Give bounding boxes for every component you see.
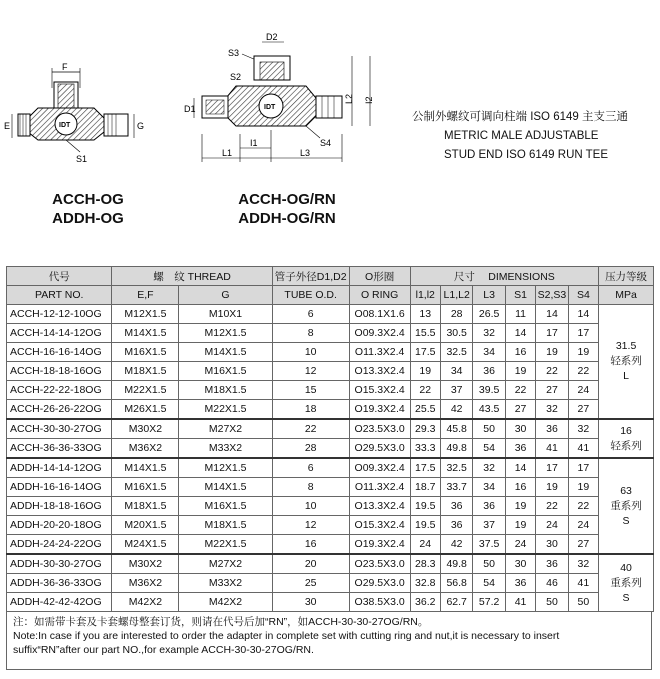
header-tube-en: TUBE O.D. xyxy=(272,286,349,305)
part-number-cell: ACCH-26-26-22OG xyxy=(7,400,112,420)
label-G: G xyxy=(137,121,145,131)
table-cell: 22 xyxy=(536,497,568,516)
table-row xyxy=(7,381,654,400)
pressure-code: L xyxy=(623,370,629,382)
table-cell: 22 xyxy=(410,381,440,400)
table-cell: 19 xyxy=(536,343,568,362)
pressure-mpa: 63 xyxy=(620,484,632,497)
table-cell: 14 xyxy=(505,324,535,343)
table-cell: 36 xyxy=(473,362,505,381)
table-cell: 20 xyxy=(272,554,349,574)
right-fitting-drawing xyxy=(180,30,400,170)
table-cell: M18X1.5 xyxy=(112,497,179,516)
part-number-cell: ACCH-16-16-14OG xyxy=(7,343,112,362)
table-cell: 24 xyxy=(568,381,598,400)
table-cell: 17 xyxy=(536,324,568,343)
table-cell: O19.3X2.4 xyxy=(349,535,410,555)
table-cell: 36 xyxy=(536,419,568,439)
table-cell: 25.5 xyxy=(410,400,440,420)
table-cell: M33X2 xyxy=(179,439,272,459)
part-number-cell: ADDH-20-20-18OG xyxy=(7,516,112,535)
table-cell: M14X1.5 xyxy=(179,343,272,362)
table-cell: M18X1.5 xyxy=(112,362,179,381)
table-cell: 36 xyxy=(536,554,568,574)
table-cell: 49.8 xyxy=(440,439,472,459)
header-part-cn: 代号 xyxy=(7,267,112,286)
note-cn: 注：如需带卡套及卡套螺母整套订货，则请在代号后加“RN”，如ACCH-30-30-27OG/RN。 xyxy=(13,616,429,628)
table-cell: 19 xyxy=(505,497,535,516)
table-cell: 34 xyxy=(473,343,505,362)
part-number-cell: ACCH-18-18-16OG xyxy=(7,362,112,381)
table-cell: 30 xyxy=(536,535,568,555)
table-cell: 22 xyxy=(505,381,535,400)
table-cell: 30.5 xyxy=(440,324,472,343)
header-tube-cn: 管子外径D1,D2 xyxy=(272,267,349,286)
table-row xyxy=(7,305,654,324)
table-cell: M12X1.5 xyxy=(179,324,272,343)
table-cell: O09.3X2.4 xyxy=(349,324,410,343)
table-cell: 6 xyxy=(272,305,349,324)
order-note xyxy=(6,612,652,670)
table-cell: 16 xyxy=(505,343,535,362)
table-cell: 41 xyxy=(568,574,598,593)
table-cell: 30 xyxy=(272,593,349,612)
table-cell: 50 xyxy=(568,593,598,612)
table-cell: M16X1.5 xyxy=(112,478,179,497)
description-en-1: METRIC MALE ADJUSTABLE xyxy=(444,130,599,142)
table-row xyxy=(7,593,654,612)
table-cell: M12X1.5 xyxy=(112,305,179,324)
table-cell: 54 xyxy=(473,439,505,459)
table-cell: 32.5 xyxy=(440,458,472,478)
table-cell: 24 xyxy=(536,516,568,535)
table-cell: 28.3 xyxy=(410,554,440,574)
table-cell: M27X2 xyxy=(179,419,272,439)
pressure-mpa: 31.5 xyxy=(615,340,637,352)
table-row xyxy=(7,478,654,497)
description-en-2: STUD END ISO 6149 RUN TEE xyxy=(444,149,609,161)
table-cell: O13.3X2.4 xyxy=(349,497,410,516)
table-cell: 36.2 xyxy=(410,593,440,612)
part-number-cell: ACCH-22-22-18OG xyxy=(7,381,112,400)
idt-logo-2: IDT xyxy=(264,104,276,111)
pressure-rating-cell xyxy=(599,419,654,458)
pressure-rating-cell xyxy=(599,554,654,612)
table-cell: M20X1.5 xyxy=(112,516,179,535)
table-cell: 36 xyxy=(473,497,505,516)
table-cell: 12 xyxy=(272,516,349,535)
table-cell: 15 xyxy=(272,381,349,400)
table-cell: 6 xyxy=(272,458,349,478)
header-pressure-en: MPa xyxy=(599,286,654,305)
part-number-cell: ACCH-30-30-27OG xyxy=(7,419,112,439)
table-row xyxy=(7,343,654,362)
table-cell: M30X2 xyxy=(112,554,179,574)
table-cell: M30X2 xyxy=(112,419,179,439)
table-cell: 27 xyxy=(505,400,535,420)
table-cell: M22X1.5 xyxy=(179,535,272,555)
table-cell: 34 xyxy=(440,362,472,381)
table-row xyxy=(7,400,654,420)
pressure-mpa: 40 xyxy=(620,561,632,574)
table-cell: 36 xyxy=(440,497,472,516)
table-cell: 39.5 xyxy=(473,381,505,400)
table-cell: M16X1.5 xyxy=(112,343,179,362)
table-row xyxy=(7,535,654,555)
table-cell: O15.3X2.4 xyxy=(349,381,410,400)
table-cell: M22X1.5 xyxy=(112,381,179,400)
table-cell: M24X1.5 xyxy=(112,535,179,555)
table-cell: 42 xyxy=(440,400,472,420)
table-cell: 32.5 xyxy=(440,343,472,362)
table-cell: M18X1.5 xyxy=(179,381,272,400)
table-cell: 32 xyxy=(473,324,505,343)
header-S1: S1 xyxy=(505,286,535,305)
part-number-cell: ADDH-42-42-42OG xyxy=(7,593,112,612)
note-en-1: Note:In case if you are interested to order the adapter in complete set with cutting ring and nut,it is necessary to insert xyxy=(13,630,560,642)
label-D1: D1 xyxy=(184,104,196,114)
label-S4: S4 xyxy=(320,138,332,148)
label-I2: I2 xyxy=(364,96,374,104)
table-cell: 34 xyxy=(473,478,505,497)
table-cell: 14 xyxy=(568,305,598,324)
table-row xyxy=(7,439,654,459)
part-number-cell: ACCH-12-12-10OG xyxy=(7,305,112,324)
table-cell: O29.5X3.0 xyxy=(349,574,410,593)
table-cell: 37 xyxy=(440,381,472,400)
note-en-2: suffix“RN”after our part NO.,for example ACCH-30-30-27OG/RN. xyxy=(13,644,314,656)
table-cell: 19 xyxy=(568,343,598,362)
header-oring-cn: O形圈 xyxy=(349,267,410,286)
header-S2S3: S2,S3 xyxy=(536,286,568,305)
header-L1L2: L1,L2 xyxy=(440,286,472,305)
table-cell: 14 xyxy=(536,305,568,324)
table-cell: 17.5 xyxy=(410,458,440,478)
table-cell: 10 xyxy=(272,343,349,362)
label-L3: L3 xyxy=(300,148,311,158)
table-cell: 43.5 xyxy=(473,400,505,420)
table-cell: 19 xyxy=(536,478,568,497)
part-number-cell: ADDH-24-24-22OG xyxy=(7,535,112,555)
left-fitting-drawing xyxy=(0,60,170,170)
table-cell: 10 xyxy=(272,497,349,516)
table-row xyxy=(7,497,654,516)
table-cell: 32 xyxy=(536,400,568,420)
pressure-rating-cell xyxy=(599,305,654,420)
header-pressure-cn: 压力等级 xyxy=(599,267,654,286)
table-cell: 19 xyxy=(410,362,440,381)
table-cell: 27 xyxy=(536,381,568,400)
table-cell: M16X1.5 xyxy=(179,362,272,381)
table-cell: M36X2 xyxy=(112,574,179,593)
table-cell: 33.3 xyxy=(410,439,440,459)
table-cell: 42 xyxy=(440,535,472,555)
model-addh-og-rn: ADDH-OG/RN xyxy=(238,210,336,227)
part-number-cell: ADDH-30-30-27OG xyxy=(7,554,112,574)
table-cell: 27 xyxy=(568,400,598,420)
table-cell: M26X1.5 xyxy=(112,400,179,420)
table-cell: 32 xyxy=(473,458,505,478)
part-number-cell: ACCH-36-36-33OG xyxy=(7,439,112,459)
part-number-cell: ADDH-16-16-14OG xyxy=(7,478,112,497)
table-cell: 17.5 xyxy=(410,343,440,362)
table-cell: 50 xyxy=(473,419,505,439)
label-L2: L2 xyxy=(344,93,354,104)
table-row xyxy=(7,574,654,593)
table-cell: 18.7 xyxy=(410,478,440,497)
table-cell: 24 xyxy=(505,535,535,555)
table-cell: 36 xyxy=(505,439,535,459)
part-number-cell: ADDH-36-36-33OG xyxy=(7,574,112,593)
table-cell: 27 xyxy=(568,535,598,555)
description-cn: 公制外螺纹可调向柱端 ISO 6149 主支三通 xyxy=(412,111,628,123)
label-S1: S1 xyxy=(76,154,88,164)
left-model-names xyxy=(38,190,138,228)
table-cell: 16 xyxy=(272,535,349,555)
table-cell: 8 xyxy=(272,324,349,343)
table-cell: 22 xyxy=(536,362,568,381)
table-row xyxy=(7,458,654,478)
table-cell: 17 xyxy=(568,324,598,343)
table-cell: 50 xyxy=(473,554,505,574)
table-cell: 41 xyxy=(505,593,535,612)
pressure-code: S xyxy=(622,591,630,604)
table-cell: 41 xyxy=(536,439,568,459)
right-model-names xyxy=(222,190,352,228)
table-cell: 29.3 xyxy=(410,419,440,439)
table-cell: O23.5X3.0 xyxy=(349,554,410,574)
part-number-cell: ADDH-18-18-16OG xyxy=(7,497,112,516)
table-cell: 32.8 xyxy=(410,574,440,593)
table-row xyxy=(7,362,654,381)
table-cell: 62.7 xyxy=(440,593,472,612)
table-cell: 28 xyxy=(440,305,472,324)
table-cell: O23.5X3.0 xyxy=(349,419,410,439)
table-cell: 22 xyxy=(272,419,349,439)
part-number-cell: ACCH-14-14-12OG xyxy=(7,324,112,343)
table-cell: 22 xyxy=(568,497,598,516)
table-cell: 24 xyxy=(410,535,440,555)
model-acch-og: ACCH-OG xyxy=(52,191,124,208)
label-S3: S3 xyxy=(228,48,240,58)
table-cell: 25 xyxy=(272,574,349,593)
table-cell: 37 xyxy=(473,516,505,535)
table-cell: O09.3X2.4 xyxy=(349,458,410,478)
table-cell: 50 xyxy=(536,593,568,612)
table-cell: M14X1.5 xyxy=(112,324,179,343)
table-cell: O29.5X3.0 xyxy=(349,439,410,459)
product-description xyxy=(412,108,628,165)
header-oring-en: O RING xyxy=(349,286,410,305)
table-cell: 36 xyxy=(440,516,472,535)
pressure-cn: 轻系列 xyxy=(610,355,642,367)
table-cell: 13 xyxy=(410,305,440,324)
table-row xyxy=(7,324,654,343)
idt-logo: IDT xyxy=(59,122,71,129)
header-thread: 螺 纹 THREAD xyxy=(112,267,272,286)
table-cell: 14 xyxy=(505,458,535,478)
table-cell: M42X2 xyxy=(112,593,179,612)
table-cell: 32 xyxy=(568,554,598,574)
table-cell: 11 xyxy=(505,305,535,324)
table-cell: O11.3X2.4 xyxy=(349,343,410,362)
table-cell: 22 xyxy=(568,362,598,381)
table-cell: O15.3X2.4 xyxy=(349,516,410,535)
pressure-cn: 重系列 xyxy=(610,499,642,512)
table-cell: 16 xyxy=(505,478,535,497)
table-row xyxy=(7,554,654,574)
table-cell: 33.7 xyxy=(440,478,472,497)
table-cell: 8 xyxy=(272,478,349,497)
table-cell: 19 xyxy=(568,478,598,497)
header-dimensions: 尺寸 DIMENSIONS xyxy=(410,267,599,286)
part-number-cell: ADDH-14-14-12OG xyxy=(7,458,112,478)
table-cell: M14X1.5 xyxy=(179,478,272,497)
pressure-mpa: 16 xyxy=(620,424,632,437)
model-acch-og-rn: ACCH-OG/RN xyxy=(238,191,336,208)
table-cell: 17 xyxy=(568,458,598,478)
pressure-cn: 轻系列 xyxy=(610,439,642,452)
table-cell: 57.2 xyxy=(473,593,505,612)
table-row xyxy=(7,419,654,439)
table-cell: 54 xyxy=(473,574,505,593)
table-cell: 17 xyxy=(536,458,568,478)
label-D2: D2 xyxy=(266,32,278,42)
table-cell: 15.5 xyxy=(410,324,440,343)
table-cell: M12X1.5 xyxy=(179,458,272,478)
label-L1: L1 xyxy=(222,148,233,158)
header-l1l2: l1,l2 xyxy=(410,286,440,305)
table-cell: O38.5X3.0 xyxy=(349,593,410,612)
table-cell: 19.5 xyxy=(410,497,440,516)
pressure-rating-cell xyxy=(599,458,654,554)
table-cell: 37.5 xyxy=(473,535,505,555)
table-cell: O13.3X2.4 xyxy=(349,362,410,381)
table-cell: M27X2 xyxy=(179,554,272,574)
table-cell: M33X2 xyxy=(179,574,272,593)
table-cell: 49.8 xyxy=(440,554,472,574)
pressure-cn: 重系列 xyxy=(610,576,642,589)
table-cell: M16X1.5 xyxy=(179,497,272,516)
table-cell: O08.1X1.6 xyxy=(349,305,410,324)
table-cell: O11.3X2.4 xyxy=(349,478,410,497)
table-cell: 19.5 xyxy=(410,516,440,535)
table-cell: 56.8 xyxy=(440,574,472,593)
table-cell: 24 xyxy=(568,516,598,535)
header-ef: E,F xyxy=(112,286,179,305)
table-cell: 19 xyxy=(505,362,535,381)
table-cell: M36X2 xyxy=(112,439,179,459)
table-cell: M10X1 xyxy=(179,305,272,324)
table-row xyxy=(7,516,654,535)
table-cell: M18X1.5 xyxy=(179,516,272,535)
table-cell: O19.3X2.4 xyxy=(349,400,410,420)
table-cell: 41 xyxy=(568,439,598,459)
table-cell: 32 xyxy=(568,419,598,439)
header-L3: L3 xyxy=(473,286,505,305)
label-I1: I1 xyxy=(250,138,258,148)
model-addh-og: ADDH-OG xyxy=(52,210,124,227)
table-cell: 19 xyxy=(505,516,535,535)
label-E: E xyxy=(4,121,11,131)
table-cell: 46 xyxy=(536,574,568,593)
header-S4: S4 xyxy=(568,286,598,305)
table-cell: 28 xyxy=(272,439,349,459)
label-F: F xyxy=(62,62,68,72)
table-cell: 18 xyxy=(272,400,349,420)
table-cell: 45.8 xyxy=(440,419,472,439)
table-cell: M22X1.5 xyxy=(179,400,272,420)
spec-table xyxy=(6,266,654,612)
header-g: G xyxy=(179,286,272,305)
table-cell: 36 xyxy=(505,574,535,593)
table-cell: 30 xyxy=(505,554,535,574)
table-cell: 26.5 xyxy=(473,305,505,324)
label-S2: S2 xyxy=(230,72,242,82)
table-cell: 12 xyxy=(272,362,349,381)
table-cell: M42X2 xyxy=(179,593,272,612)
header-part-en: PART NO. xyxy=(7,286,112,305)
pressure-code: S xyxy=(622,514,630,527)
table-cell: 30 xyxy=(505,419,535,439)
table-cell: M14X1.5 xyxy=(112,458,179,478)
